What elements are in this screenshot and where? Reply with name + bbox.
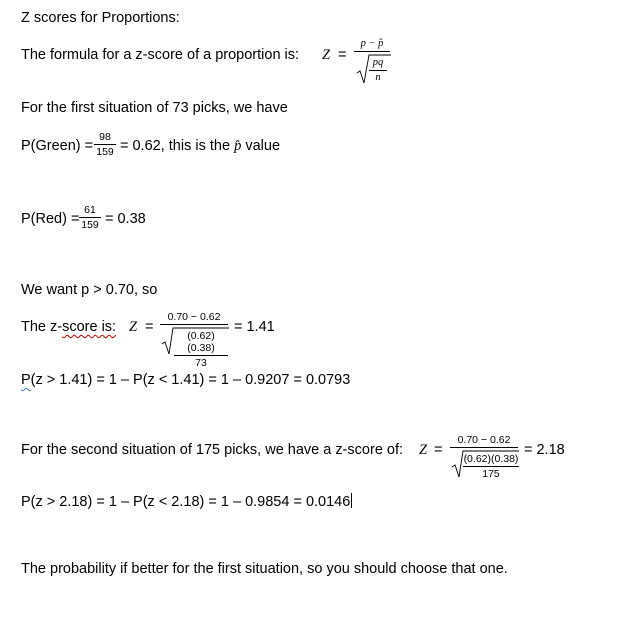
p-green-label: P(Green) = [21, 138, 94, 154]
prob1-line [21, 371, 350, 389]
zscore2-z: Z [419, 442, 428, 458]
zscore1-z: Z [129, 319, 138, 335]
want-text: We want p > 0.70, so [21, 282, 158, 298]
p-red-label: P(Red) = [21, 211, 80, 227]
zscore2-inner-fraction [463, 453, 519, 480]
zscore1-inner-top: (0.62)(0.38) [187, 330, 215, 354]
zscore1-inner-fraction [174, 330, 228, 369]
p-red-result: = 0.38 [105, 211, 146, 227]
prob1-first: P [21, 372, 31, 388]
p-green-fraction [94, 131, 116, 158]
p-green-den: 159 [96, 146, 114, 158]
prob1-rest: (z > 1.41) = 1 – P(z < 1.41) = 1 – 0.9207 = 0.0793 [30, 372, 351, 388]
formula-fraction [354, 38, 390, 53]
zscore1-eq: = [145, 319, 154, 335]
zscore1-num: 0.70 − 0.62 [167, 311, 221, 323]
formula-z: Z [322, 47, 331, 63]
zscore2-num: 0.70 − 0.62 [457, 434, 511, 446]
zscore1-result: = 1.41 [234, 319, 275, 335]
text-cursor [351, 493, 352, 508]
formula-inner-fraction [369, 57, 387, 84]
formula-intro: The formula for a z-score of a proportion is: [21, 47, 300, 63]
zscore2-inner-top: (0.62)(0.38) [463, 453, 519, 465]
first-situation-text: For the first situation of 73 picks, we have [21, 100, 288, 116]
p-red-fraction [79, 204, 101, 231]
prob2-line[interactable] [21, 493, 352, 511]
zscore1-label-squig: score is: [62, 319, 117, 335]
conclusion-text: The probability if better for the first situation, so you should choose that one. [21, 561, 508, 577]
formula-numerator: p − p̂ [360, 38, 384, 49]
p-green-num: 98 [99, 131, 111, 143]
prob2-text: P(z > 2.18) = 1 – P(z < 2.18) = 1 – 0.9854 = 0.0146 [21, 494, 351, 510]
page-title: Z scores for Proportions: [21, 10, 180, 26]
zscore2-inner-bottom: 175 [482, 468, 500, 480]
zscore1-fraction [160, 311, 228, 326]
p-red-num: 61 [84, 204, 96, 216]
formula-eq: = [338, 47, 347, 63]
p-red-den: 159 [81, 219, 99, 231]
zscore2-eq: = [434, 442, 443, 458]
second-situation-text: For the second situation of 175 picks, we have a z-score of: [21, 442, 404, 458]
p-green-result [120, 137, 280, 155]
zscore1-label-pre: The z- [21, 319, 63, 335]
formula-n: n [375, 72, 381, 83]
zscore1-label [21, 318, 116, 336]
p-green-result-text: = 0.62, this is the [120, 138, 231, 154]
formula-pq: pq [372, 57, 384, 68]
zscore2-fraction [450, 434, 518, 449]
zscore2-result: = 2.18 [524, 442, 565, 458]
p-green-tail: value [245, 138, 281, 154]
p-hat-symbol: p̂ [234, 138, 242, 154]
zscore1-inner-bottom: 73 [195, 357, 207, 369]
